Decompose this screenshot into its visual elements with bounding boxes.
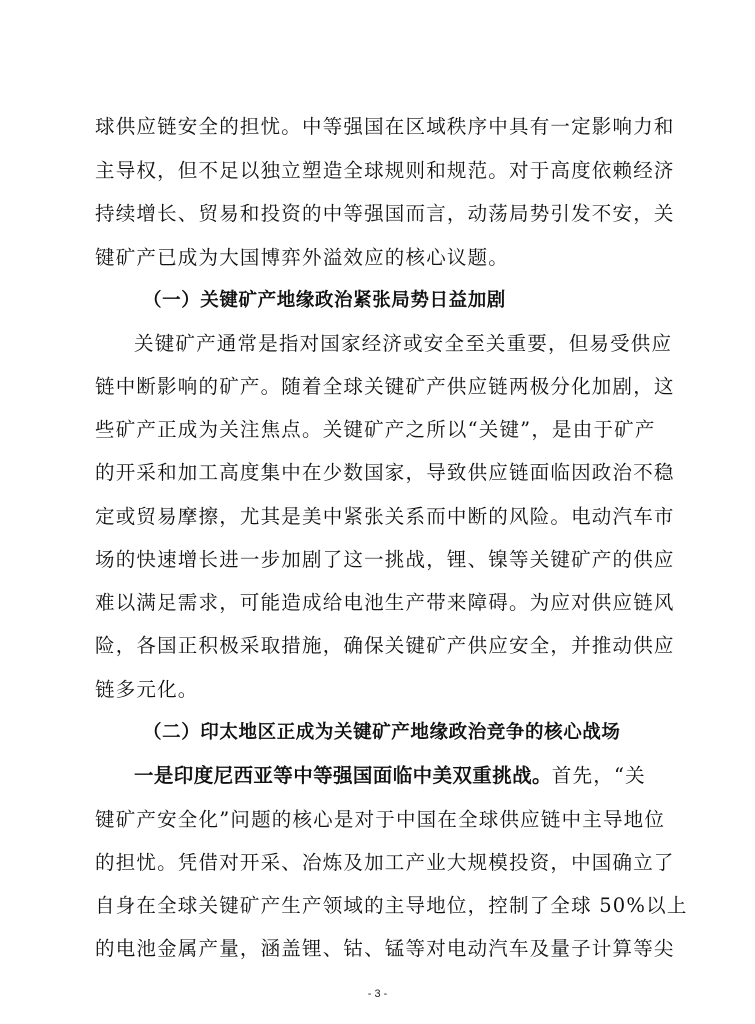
paragraph-line: 难以满足需求，可能造成给电池生产带来障碍。为应对供应链风 [95, 591, 675, 614]
page-number: - 3 - [367, 988, 388, 1000]
paragraph-line: 场的快速增长进一步加剧了这一挑战，锂、镍等关键矿产的供应 [95, 548, 675, 571]
paragraph-line: 球供应链安全的担忧。中等强国在区域秩序中具有一定影响力和 [95, 115, 675, 138]
bold-lead-sentence: 一是印度尼西亚等中等强国面临中美双重挑战。 [134, 764, 552, 787]
paragraph-line: 链多元化。 [95, 678, 199, 701]
paragraph-line: 持续增长、贸易和投资的中等强国而言，动荡局势引发不安，关 [95, 202, 675, 225]
lead-continuation: 首先，“关 [551, 764, 646, 787]
paragraph-line: 键矿产已成为大国博弈外溢效应的核心议题。 [95, 246, 510, 269]
paragraph-line [134, 763, 646, 789]
paragraph-line: 自身在全球关键矿产生产领域的主导地位，控制了全球 50%以上 [95, 894, 688, 917]
section-heading: （二）印太地区正成为关键矿产地缘政治竞争的核心战场 [143, 722, 621, 743]
paragraph-line: 关键矿产通常是指对国家经济或安全至关重要，但易受供应 [134, 332, 673, 355]
section-heading: （一）关键矿产地缘政治紧张局势日益加剧 [143, 290, 506, 311]
paragraph-line: 键矿产安全化”问题的核心是对于中国在全球供应链中主导地位 [95, 808, 666, 831]
paragraph-line: 的开采和加工高度集中在少数国家，导致供应链面临因政治不稳 [95, 461, 675, 484]
paragraph-line: 主导权，但不足以独立塑造全球规则和规范。对于高度依赖经济 [95, 159, 675, 182]
paragraph-line: 链中断影响的矿产。随着全球关键矿产供应链两极分化加剧，这 [95, 375, 675, 398]
paragraph-line: 些矿产正成为关注焦点。关键矿产之所以“关键”，是由于矿产 [95, 418, 656, 441]
paragraph-line: 的担忧。凭借对开采、冶炼及加工产业大规模投资，中国确立了 [95, 851, 675, 874]
paragraph-line: 定或贸易摩擦，尤其是美中紧张关系而中断的风险。电动汽车市 [95, 505, 675, 528]
paragraph-line: 的电池金属产量，涵盖锂、钴、锰等对电动汽车及量子计算等尖 [95, 937, 675, 960]
paragraph-line: 险，各国正积极采取措施，确保关键矿产供应安全，并推动供应 [95, 634, 675, 657]
